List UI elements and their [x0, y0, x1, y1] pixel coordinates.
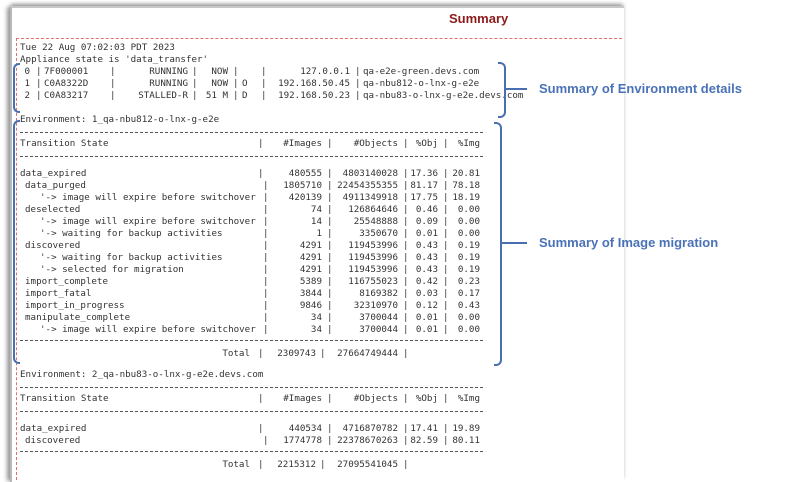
- appliance-time: 51 M: [205, 90, 228, 101]
- transition-state: data_purged: [25, 180, 86, 191]
- separator: |: [327, 204, 333, 215]
- dashed-separator: [20, 340, 483, 341]
- appliance-state: RUNNING: [149, 78, 188, 89]
- appliance-state: RUNNING: [149, 66, 188, 77]
- timestamp: Tue 22 Aug 07:02:03 PDT 2023: [20, 42, 175, 53]
- separator: |: [261, 78, 267, 89]
- appliance-id: C0A83217: [44, 90, 89, 101]
- total-row: [20, 459, 483, 471]
- table-row: [20, 288, 483, 300]
- table-row: [20, 300, 483, 312]
- img-percent: 0.19: [457, 264, 480, 275]
- left-env-bracket: [13, 63, 20, 113]
- separator: |: [327, 180, 333, 191]
- separator: |: [233, 78, 239, 89]
- table-row: [20, 276, 483, 288]
- separator: |: [403, 252, 409, 263]
- separator: |: [327, 168, 333, 179]
- column-header-img-pct: %Img: [457, 138, 480, 149]
- separator: |: [443, 216, 449, 227]
- images-count: 480555: [288, 168, 322, 179]
- total-objects: 27664749444: [337, 348, 398, 359]
- objects-count: 119453996: [348, 252, 398, 263]
- obj-percent: 0.01: [415, 312, 438, 323]
- dashed-separator: [20, 411, 483, 412]
- environment-2-label: Environment: 2_qa-nbu83-o-lnx-g-e2e.devs.com: [20, 369, 264, 380]
- separator: |: [320, 348, 326, 359]
- objects-count: 3350670: [359, 228, 398, 239]
- table-row: [20, 228, 483, 240]
- transition-state: data_expired: [20, 423, 87, 434]
- dashed-separator: [20, 451, 483, 452]
- separator: |: [403, 348, 409, 359]
- table-row: [20, 240, 483, 252]
- images-count: 440534: [288, 423, 322, 434]
- separator: |: [403, 180, 409, 191]
- column-header-state: Transition State: [20, 393, 109, 404]
- separator: |: [258, 138, 264, 149]
- objects-count: 4716870782: [342, 423, 398, 434]
- separator: |: [403, 138, 409, 149]
- separator: |: [192, 90, 198, 101]
- image-migration-annotation: Summary of Image migration: [539, 235, 719, 250]
- img-percent: 18.19: [452, 192, 480, 203]
- separator: |: [327, 228, 333, 239]
- separator: |: [327, 312, 333, 323]
- table-row: [20, 312, 483, 324]
- obj-percent: 0.43: [415, 264, 438, 275]
- separator: |: [36, 90, 42, 101]
- separator: |: [327, 324, 333, 335]
- images-count: 4291: [299, 264, 322, 275]
- obj-percent: 82.59: [410, 435, 438, 446]
- appliance-row: [20, 90, 524, 102]
- separator: |: [263, 312, 269, 323]
- dashed-separator: [20, 387, 483, 388]
- appliance-id: C0A8322D: [44, 78, 89, 89]
- total-images: 2215312: [277, 459, 316, 470]
- objects-count: 4803140028: [342, 168, 398, 179]
- column-header-obj-pct: %Obj: [415, 393, 438, 404]
- separator: |: [327, 300, 333, 311]
- separator: |: [403, 435, 409, 446]
- separator: |: [443, 180, 449, 191]
- objects-count: 3700044: [359, 312, 398, 323]
- obj-percent: 17.41: [410, 423, 438, 434]
- obj-percent: 17.36: [410, 168, 438, 179]
- separator: |: [327, 276, 333, 287]
- separator: |: [403, 240, 409, 251]
- separator: |: [261, 66, 267, 77]
- separator: |: [36, 78, 42, 89]
- images-count: 34: [310, 324, 322, 335]
- separator: |: [327, 288, 333, 299]
- table-row: [20, 435, 483, 447]
- title-divider: [16, 38, 622, 39]
- img-percent: 0.19: [457, 240, 480, 251]
- appliance-state: STALLED-R: [138, 90, 188, 101]
- separator: |: [443, 138, 449, 149]
- obj-percent: 0.01: [415, 228, 438, 239]
- separator: |: [327, 192, 333, 203]
- transition-state: '-> image will expire before switchover: [40, 216, 256, 227]
- img-percent: 0.17: [457, 288, 480, 299]
- separator: |: [443, 288, 449, 299]
- table-header: [20, 138, 483, 150]
- table-row: [20, 180, 483, 192]
- separator: |: [443, 312, 449, 323]
- appliance-flag: D: [242, 90, 248, 101]
- separator: |: [263, 435, 269, 446]
- separator: |: [403, 312, 409, 323]
- separator: |: [258, 348, 264, 359]
- separator: |: [233, 66, 239, 77]
- appliance-ip: 192.168.50.23: [278, 90, 350, 101]
- env-details-annotation: Summary of Environment details: [539, 81, 742, 96]
- separator: |: [110, 66, 116, 77]
- transition-state: manipulate_complete: [25, 312, 131, 323]
- separator: |: [443, 204, 449, 215]
- separator: |: [403, 300, 409, 311]
- images-count: 14: [310, 216, 322, 227]
- column-header-objects: #Objects: [353, 138, 398, 149]
- environment-1-label: Environment: 1_qa-nbu812-o-lnx-g-e2e: [20, 114, 220, 125]
- transition-state: discovered: [25, 240, 81, 251]
- appliance-id: 7F000001: [44, 66, 89, 77]
- images-count: 9846: [299, 300, 322, 311]
- total-row: [20, 348, 483, 360]
- table-row: [20, 216, 483, 228]
- separator: |: [443, 393, 449, 404]
- objects-count: 4911349918: [342, 192, 398, 203]
- separator: |: [443, 252, 449, 263]
- image-migration-bracket: [494, 122, 502, 366]
- img-percent: 80.11: [452, 435, 480, 446]
- table-row: [20, 264, 483, 276]
- separator: |: [403, 264, 409, 275]
- separator: |: [258, 393, 264, 404]
- separator: |: [443, 300, 449, 311]
- transition-state: discovered: [25, 435, 81, 446]
- separator: |: [192, 78, 198, 89]
- image-migration-connector: [501, 242, 527, 244]
- images-count: 3844: [299, 288, 322, 299]
- separator: |: [192, 66, 198, 77]
- obj-percent: 0.12: [415, 300, 438, 311]
- separator: |: [403, 204, 409, 215]
- img-percent: 19.89: [452, 423, 480, 434]
- obj-percent: 17.75: [410, 192, 438, 203]
- obj-percent: 0.03: [415, 288, 438, 299]
- dashed-separator: [20, 132, 483, 133]
- separator: |: [403, 276, 409, 287]
- table-row: [20, 204, 483, 216]
- separator: |: [263, 192, 269, 203]
- separator: |: [258, 459, 264, 470]
- appliance-index: 1: [24, 78, 30, 89]
- img-percent: 78.18: [452, 180, 480, 191]
- obj-percent: 81.17: [410, 180, 438, 191]
- column-header-objects: #Objects: [353, 393, 398, 404]
- separator: |: [355, 78, 361, 89]
- total-label: Total: [222, 348, 250, 359]
- obj-percent: 0.46: [415, 204, 438, 215]
- images-count: 420139: [288, 192, 322, 203]
- transition-state: '-> waiting for backup activities: [40, 228, 223, 239]
- separator: |: [263, 216, 269, 227]
- transition-state: '-> selected for migration: [40, 264, 184, 275]
- separator: |: [327, 252, 333, 263]
- appliance-row: [20, 66, 500, 78]
- objects-count: 25548888: [353, 216, 398, 227]
- img-percent: 0.00: [457, 324, 480, 335]
- objects-count: 8169382: [359, 288, 398, 299]
- appliance-row: [20, 78, 500, 90]
- column-header-images: #Images: [283, 393, 322, 404]
- separator: |: [443, 324, 449, 335]
- img-percent: 0.00: [457, 228, 480, 239]
- img-percent: 0.23: [457, 276, 480, 287]
- column-header-obj-pct: %Obj: [415, 138, 438, 149]
- separator: |: [263, 288, 269, 299]
- separator: |: [443, 192, 449, 203]
- table-row: [20, 252, 483, 264]
- separator: |: [263, 240, 269, 251]
- objects-count: 119453996: [348, 240, 398, 251]
- transition-state: '-> waiting for backup activities: [40, 252, 223, 263]
- separator: |: [320, 459, 326, 470]
- appliance-ip: 127.0.0.1: [300, 66, 350, 77]
- images-count: 4291: [299, 252, 322, 263]
- transition-state: import_fatal: [25, 288, 92, 299]
- images-count: 74: [310, 204, 322, 215]
- table-row: [20, 423, 483, 435]
- img-percent: 0.00: [457, 216, 480, 227]
- separator: |: [258, 168, 264, 179]
- objects-count: 22454355355: [337, 180, 398, 191]
- separator: |: [403, 459, 409, 470]
- img-percent: 0.19: [457, 252, 480, 263]
- img-percent: 0.43: [457, 300, 480, 311]
- summary-title: Summary: [449, 11, 509, 26]
- separator: |: [36, 66, 42, 77]
- left-migration-bracket: [13, 120, 20, 364]
- obj-percent: 0.43: [415, 240, 438, 251]
- separator: |: [327, 240, 333, 251]
- table-header: [20, 393, 483, 405]
- separator: |: [355, 90, 361, 101]
- objects-count: 116755023: [348, 276, 398, 287]
- transition-state: import_complete: [25, 276, 108, 287]
- env-details-bracket: [498, 62, 506, 118]
- img-percent: 20.81: [452, 168, 480, 179]
- separator: |: [443, 168, 449, 179]
- appliance-time: NOW: [211, 66, 228, 77]
- appliance-flag: O: [242, 78, 248, 89]
- separator: |: [263, 324, 269, 335]
- images-count: 1: [316, 228, 322, 239]
- separator: |: [403, 423, 409, 434]
- separator: |: [443, 435, 449, 446]
- separator: |: [261, 90, 267, 101]
- images-count: 5389: [299, 276, 322, 287]
- appliance-host: qa-e2e-green.devs.com: [363, 66, 480, 77]
- img-percent: 0.00: [457, 312, 480, 323]
- images-count: 34: [310, 312, 322, 323]
- objects-count: 32310970: [353, 300, 398, 311]
- separator: |: [263, 228, 269, 239]
- separator: |: [258, 423, 264, 434]
- separator: |: [263, 252, 269, 263]
- table-row: [20, 192, 483, 204]
- transition-state: '-> image will expire before switchover: [40, 324, 256, 335]
- separator: |: [263, 264, 269, 275]
- appliance-time: NOW: [211, 78, 228, 89]
- appliance-table: [20, 66, 524, 102]
- separator: |: [263, 300, 269, 311]
- separator: |: [403, 168, 409, 179]
- objects-count: 126864646: [348, 204, 398, 215]
- column-header-state: Transition State: [20, 138, 109, 149]
- appliance-state: Appliance state is 'data_transfer': [20, 54, 209, 65]
- separator: |: [443, 423, 449, 434]
- total-label: Total: [222, 459, 250, 470]
- column-header-images: #Images: [283, 138, 322, 149]
- separator: |: [403, 288, 409, 299]
- obj-percent: 0.09: [415, 216, 438, 227]
- appliance-index: 0: [24, 66, 30, 77]
- images-count: 1805710: [283, 180, 322, 191]
- transition-state: deselected: [25, 204, 81, 215]
- transition-state: data_expired: [20, 168, 87, 179]
- table-row: [20, 324, 483, 336]
- obj-percent: 0.01: [415, 324, 438, 335]
- transition-state: import_in_progress: [25, 300, 125, 311]
- separator: |: [263, 180, 269, 191]
- images-count: 4291: [299, 240, 322, 251]
- objects-count: 119453996: [348, 264, 398, 275]
- separator: |: [403, 216, 409, 227]
- separator: |: [327, 216, 333, 227]
- separator: |: [443, 264, 449, 275]
- env-details-connector: [505, 88, 527, 90]
- separator: |: [403, 393, 409, 404]
- appliance-index: 2: [24, 90, 30, 101]
- dashed-separator: [20, 156, 483, 157]
- total-images: 2309743: [277, 348, 316, 359]
- img-percent: 0.00: [457, 204, 480, 215]
- separator: |: [110, 90, 116, 101]
- obj-percent: 0.42: [415, 276, 438, 287]
- objects-count: 22378670263: [337, 435, 398, 446]
- table-row: [20, 168, 483, 180]
- images-count: 1774778: [283, 435, 322, 446]
- total-objects: 27095541045: [337, 459, 398, 470]
- separator: |: [443, 276, 449, 287]
- column-header-img-pct: %Img: [457, 393, 480, 404]
- separator: |: [355, 66, 361, 77]
- appliance-ip: 192.168.50.45: [278, 78, 350, 89]
- separator: |: [263, 204, 269, 215]
- transition-state: '-> image will expire before switchover: [40, 192, 256, 203]
- separator: |: [233, 90, 239, 101]
- separator: |: [327, 264, 333, 275]
- appliance-host: qa-nbu83-o-lnx-g-e2e.devs.com: [363, 90, 524, 101]
- obj-percent: 0.43: [415, 252, 438, 263]
- appliance-host: qa-nbu812-o-lnx-g-e2e: [363, 78, 480, 89]
- separator: |: [443, 228, 449, 239]
- separator: |: [327, 435, 333, 446]
- separator: |: [403, 192, 409, 203]
- separator: |: [403, 324, 409, 335]
- separator: |: [327, 423, 333, 434]
- separator: |: [327, 393, 333, 404]
- objects-count: 3700044: [359, 324, 398, 335]
- separator: |: [443, 240, 449, 251]
- separator: |: [263, 276, 269, 287]
- separator: |: [327, 138, 333, 149]
- separator: |: [110, 78, 116, 89]
- separator: |: [403, 228, 409, 239]
